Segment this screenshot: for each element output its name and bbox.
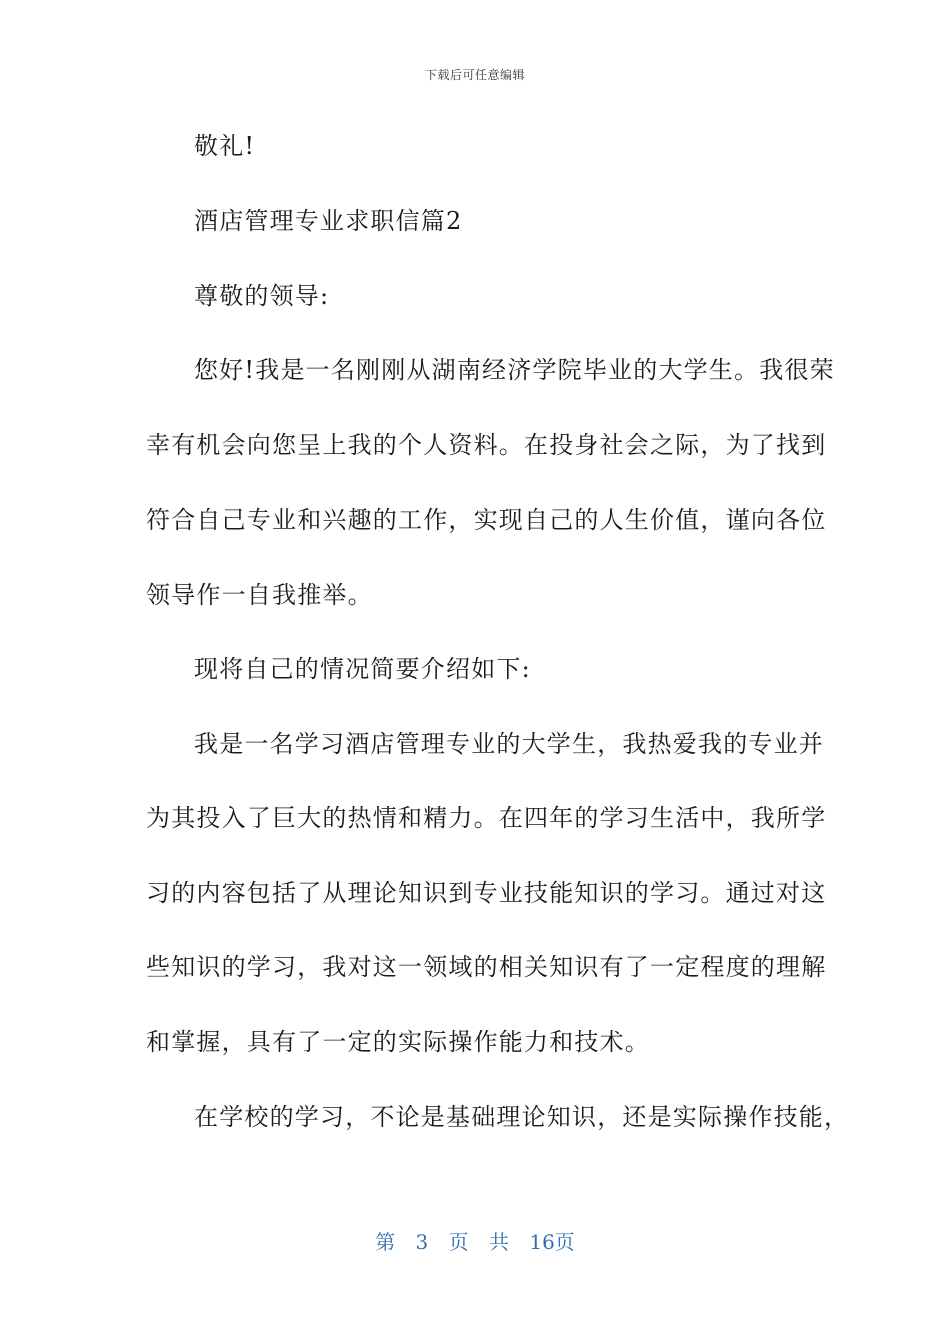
footer-label-gong: 共 <box>489 1230 509 1254</box>
paragraph-line: 我是一名学习酒店管理专业的大学生，我热爱我的专业并 <box>194 730 824 758</box>
paragraph-line: 在学校的学习，不论是基础理论知识，还是实际操作技能， <box>194 1103 850 1131</box>
footer-label-ye: 页 <box>448 1230 469 1254</box>
footer-current-page: 3 <box>415 1230 429 1254</box>
paragraph-line: 现将自己的情况简要介绍如下: <box>194 655 531 683</box>
page-number-footer <box>0 1226 950 1255</box>
footer-label-di: 第 <box>375 1230 396 1254</box>
paragraph-line: 您好!我是一名刚刚从湖南经济学院毕业的大学生。我很荣 <box>194 356 835 384</box>
paragraph-line: 符合自己专业和兴趣的工作，实现自己的人生价值，谨向各位 <box>146 506 827 534</box>
paragraph-line: 幸有机会向您呈上我的个人资料。在投身社会之际，为了找到 <box>146 431 827 459</box>
closing-salutation: 敬礼! <box>194 132 256 160</box>
section-title: 酒店管理专业求职信篇2 <box>194 207 463 235</box>
paragraph-line: 为其投入了巨大的热情和精力。在四年的学习生活中，我所学 <box>146 804 827 832</box>
paragraph-line: 领导作一自我推举。 <box>146 581 373 609</box>
footer-total-pages: 16页 <box>529 1230 575 1254</box>
paragraph-line: 习的内容包括了从理论知识到专业技能知识的学习。通过对这 <box>146 879 827 907</box>
paragraph-line: 些知识的学习，我对这一领域的相关知识有了一定程度的理解 <box>146 953 827 981</box>
header-note: 下载后可任意编辑 <box>424 68 525 82</box>
paragraph-line: 和掌握，具有了一定的实际操作能力和技术。 <box>146 1028 650 1056</box>
greeting: 尊敬的领导: <box>194 282 330 310</box>
